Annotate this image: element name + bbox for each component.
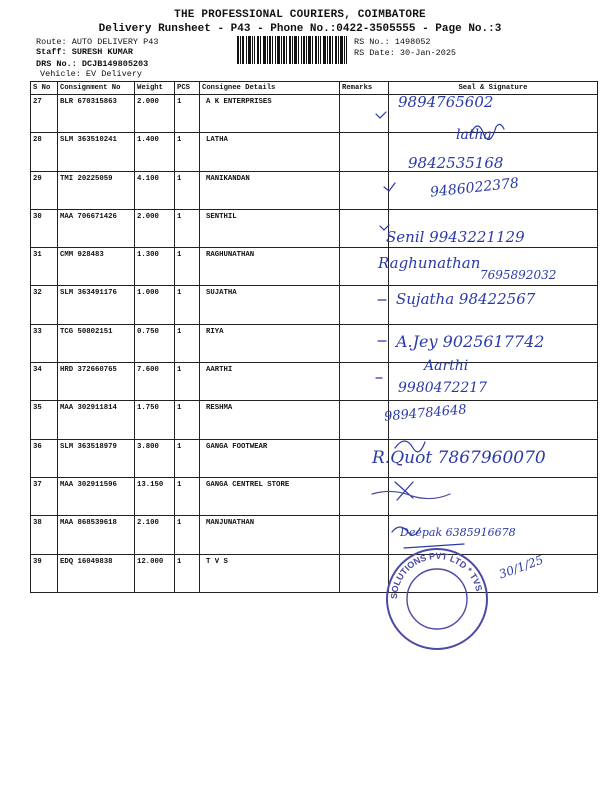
cell-sno: 35 bbox=[31, 401, 58, 439]
route-label: Route: bbox=[36, 37, 67, 47]
cell-pcs: 1 bbox=[175, 363, 200, 401]
handwriting-h6: Raghunathan bbox=[378, 254, 481, 272]
cell-weight: 3.800 bbox=[135, 439, 175, 477]
cell-pcs: 1 bbox=[175, 439, 200, 477]
vehicle-label: Vehicle: bbox=[40, 69, 81, 79]
cell-consignee: MANJUNATHAN bbox=[200, 516, 340, 554]
cell-consignment: CMM 928483 bbox=[58, 248, 135, 286]
cell-consignment: HRD 372660765 bbox=[58, 363, 135, 401]
rs-date-value: 30-Jan-2025 bbox=[399, 48, 457, 58]
cell-pcs: 1 bbox=[175, 95, 200, 133]
cell-sno: 29 bbox=[31, 171, 58, 209]
handwriting-h11: 9980472217 bbox=[398, 380, 488, 396]
cell-consignment: MAA 302911596 bbox=[58, 477, 135, 515]
drs-label: DRS No.: bbox=[36, 59, 77, 69]
cross-mark bbox=[395, 482, 413, 500]
stamp-text: SOLUTIONS PVT LTD * TVS bbox=[388, 550, 485, 600]
cell-pcs: 1 bbox=[175, 209, 200, 247]
signature-scribble bbox=[372, 491, 450, 498]
handwriting-h3: 9842535168 bbox=[408, 154, 504, 172]
cell-consignee: SUJATHA bbox=[200, 286, 340, 324]
cell-pcs: 1 bbox=[175, 477, 200, 515]
cell-pcs: 1 bbox=[175, 171, 200, 209]
cell-consignment: TCG 50802151 bbox=[58, 324, 135, 362]
cell-weight: 1.400 bbox=[135, 133, 175, 171]
stamp-outer-ring bbox=[387, 549, 487, 649]
handwriting-h10: Aarthi bbox=[424, 358, 469, 374]
cell-consignment: TMI 20225059 bbox=[58, 171, 135, 209]
tick-mark bbox=[376, 112, 386, 118]
cell-weight: 2.100 bbox=[135, 516, 175, 554]
cell-consignment: MAA 706671426 bbox=[58, 209, 135, 247]
cell-weight: 1.000 bbox=[135, 286, 175, 324]
cell-consignee: RAGHUNATHAN bbox=[200, 248, 340, 286]
col-pcs: PCS bbox=[175, 82, 200, 95]
staff-value: SURESH KUMAR bbox=[71, 47, 133, 57]
cell-weight: 13.150 bbox=[135, 477, 175, 515]
cell-sno: 31 bbox=[31, 248, 58, 286]
cell-pcs: 1 bbox=[175, 133, 200, 171]
rs-date-label: RS Date: bbox=[354, 48, 395, 58]
cell-sno: 36 bbox=[31, 439, 58, 477]
cell-consignee: RESHMA bbox=[200, 401, 340, 439]
cell-pcs: 1 bbox=[175, 554, 200, 592]
cell-sno: 27 bbox=[31, 95, 58, 133]
handwriting-h15: 30/1/25 bbox=[497, 552, 546, 582]
cell-consignment: SLM 363518979 bbox=[58, 439, 135, 477]
col-sno: S No bbox=[31, 82, 58, 95]
handwriting-h7: 7695892032 bbox=[480, 268, 557, 282]
handwriting-h5: Senil 9943221129 bbox=[386, 228, 525, 246]
cell-consignment: MAA 868539618 bbox=[58, 516, 135, 554]
cell-weight: 2.000 bbox=[135, 209, 175, 247]
cell-sno: 37 bbox=[31, 477, 58, 515]
cell-consignee: AARTHI bbox=[200, 363, 340, 401]
handwriting-h1: 9894765602 bbox=[398, 93, 494, 111]
col-consignment: Consignment No bbox=[58, 82, 135, 95]
cell-sno: 30 bbox=[31, 209, 58, 247]
handwriting-h13: R.Quot 7867960070 bbox=[372, 448, 546, 468]
col-remarks: Remarks bbox=[340, 82, 389, 95]
cell-weight: 1.300 bbox=[135, 248, 175, 286]
cell-consignee: A K ENTERPRISES bbox=[200, 95, 340, 133]
rs-no-label: RS No.: bbox=[354, 37, 390, 47]
rs-no-value: 1498052 bbox=[394, 37, 431, 47]
cell-consignee: GANGA CENTREL STORE bbox=[200, 477, 340, 515]
cell-weight: 2.000 bbox=[135, 95, 175, 133]
cell-consignee: SENTHIL bbox=[200, 209, 340, 247]
cell-pcs: 1 bbox=[175, 248, 200, 286]
handwriting-h14: Deepak 6385916678 bbox=[400, 526, 516, 539]
cell-consignment: SLM 363491176 bbox=[58, 286, 135, 324]
cell-consignment: SLM 363510241 bbox=[58, 133, 135, 171]
cell-sno: 34 bbox=[31, 363, 58, 401]
col-signature: Seal & Signature bbox=[389, 82, 598, 95]
cell-weight: 1.750 bbox=[135, 401, 175, 439]
cell-pcs: 1 bbox=[175, 401, 200, 439]
tick-mark bbox=[384, 183, 395, 191]
cell-consignment: MAA 302911814 bbox=[58, 401, 135, 439]
cell-pcs: 1 bbox=[175, 516, 200, 554]
cell-sno: 33 bbox=[31, 324, 58, 362]
cell-weight: 0.750 bbox=[135, 324, 175, 362]
cell-weight: 7.600 bbox=[135, 363, 175, 401]
cell-weight: 4.100 bbox=[135, 171, 175, 209]
vehicle-value: EV Delivery bbox=[85, 69, 143, 79]
company-title: THE PROFESSIONAL COURIERS, COIMBATORE bbox=[174, 9, 426, 21]
cell-consignee: LATHA bbox=[200, 133, 340, 171]
cell-consignee: RIYA bbox=[200, 324, 340, 362]
col-consignee: Consignee Details bbox=[200, 82, 340, 95]
cell-sno: 28 bbox=[31, 133, 58, 171]
cell-consignment: BLR 670315863 bbox=[58, 95, 135, 133]
cell-pcs: 1 bbox=[175, 286, 200, 324]
cell-sno: 39 bbox=[31, 554, 58, 592]
company-stamp bbox=[382, 544, 492, 654]
handwriting-h4: 9486022378 bbox=[429, 175, 520, 201]
cell-sno: 38 bbox=[31, 516, 58, 554]
runsheet-title: Delivery Runsheet - P43 - Phone No.:0422-3505555 - Page No.:3 bbox=[98, 23, 502, 35]
col-weight: Weight bbox=[135, 82, 175, 95]
drs-value: DCJB149805203 bbox=[81, 59, 149, 69]
cell-weight: 12.000 bbox=[135, 554, 175, 592]
cell-consignee: GANGA FOOTWEAR bbox=[200, 439, 340, 477]
handwriting-h12: 9894784648 bbox=[383, 402, 468, 425]
cell-consignee: T V S bbox=[200, 554, 340, 592]
staff-label: Staff: bbox=[36, 47, 67, 57]
cell-consignment: EDQ 16049838 bbox=[58, 554, 135, 592]
handwriting-h2: latha bbox=[456, 127, 492, 143]
cell-pcs: 1 bbox=[175, 324, 200, 362]
cell-consignee: MANIKANDAN bbox=[200, 171, 340, 209]
handwriting-h9: A.Jey 9025617742 bbox=[396, 332, 545, 351]
route-value: AUTO DELIVERY P43 bbox=[71, 37, 159, 47]
handwriting-h8: Sujatha 98422567 bbox=[396, 290, 536, 308]
stamp-inner-ring bbox=[407, 569, 467, 629]
cell-sno: 32 bbox=[31, 286, 58, 324]
